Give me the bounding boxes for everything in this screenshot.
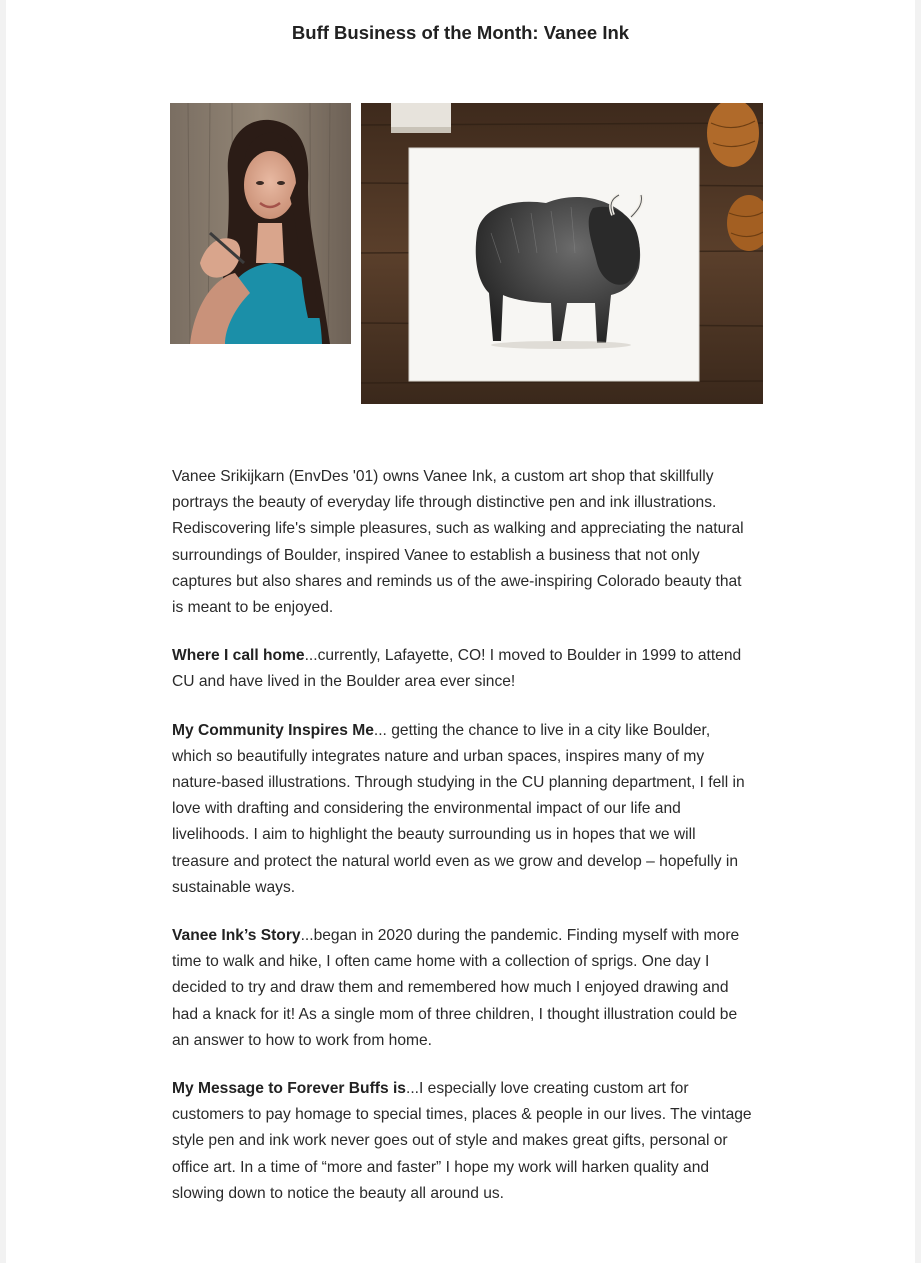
section-heading: My Community Inspires Me: [172, 721, 374, 739]
page-title: Buff Business of the Month: Vanee Ink: [291, 22, 630, 43]
section-home: [172, 643, 754, 695]
portrait-photo: [170, 103, 351, 344]
bison-illustration-photo: [361, 103, 763, 404]
article-body: [172, 464, 754, 1229]
section-text: ... getting the chance to live in a city like Boulder, which so beautifully integrates nature and urban spaces, inspires many of my nature-based illustrations. Through studying in the CU planning department, I fell in love with drafting and considering the environmental impact of our life and livelihoods. I aim to highlight the beauty surrounding us in hopes that we will treasure and protect the natural world even as we grow and develop – hopefully in sustainable ways.: [172, 721, 745, 896]
section-community: [172, 718, 754, 901]
section-heading: My Message to Forever Buffs is: [172, 1080, 406, 1098]
section-text: ...currently, Lafayette, CO! I moved to Boulder in 1999 to attend CU and have lived in the Boulder area ever since!: [172, 647, 742, 691]
section-heading: Where I call home: [172, 647, 305, 665]
section-text: ...began in 2020 during the pandemic. Finding myself with more time to walk and hike, I often came home with a collection of sprigs. One day I decided to try and draw them and remembered how much I enjoyed drawing and had a knack for it! As a single mom of three children, I thought illustration could be an answer to how to work from home.: [172, 927, 740, 1049]
section-text: ...I especially love creating custom art for customers to pay homage to special times, places & people in our lives. The vintage style pen and ink work never goes out of style and makes great gifts, personal or office art. In a time of “more and faster” I hope my work will harken quality and slowing down to notice the beauty all around us.: [172, 1080, 752, 1202]
section-message: [172, 1076, 754, 1207]
section-story: [172, 923, 754, 1054]
intro-paragraph: Vanee Srikijkarn (EnvDes '01) owns Vanee Ink, a custom art shop that skillfully portrays the beauty of everyday life through distinctive pen and ink illustrations. Rediscovering life's simple pleasures, such as walking and appreciating the natural surroundings of Boulder, inspired Vanee to establish a business that not only captures but also shares and reminds us of the awe-inspiring Colorado beauty that is meant to be enjoyed.: [172, 468, 744, 617]
section-heading: Vanee Ink’s Story: [172, 927, 301, 945]
